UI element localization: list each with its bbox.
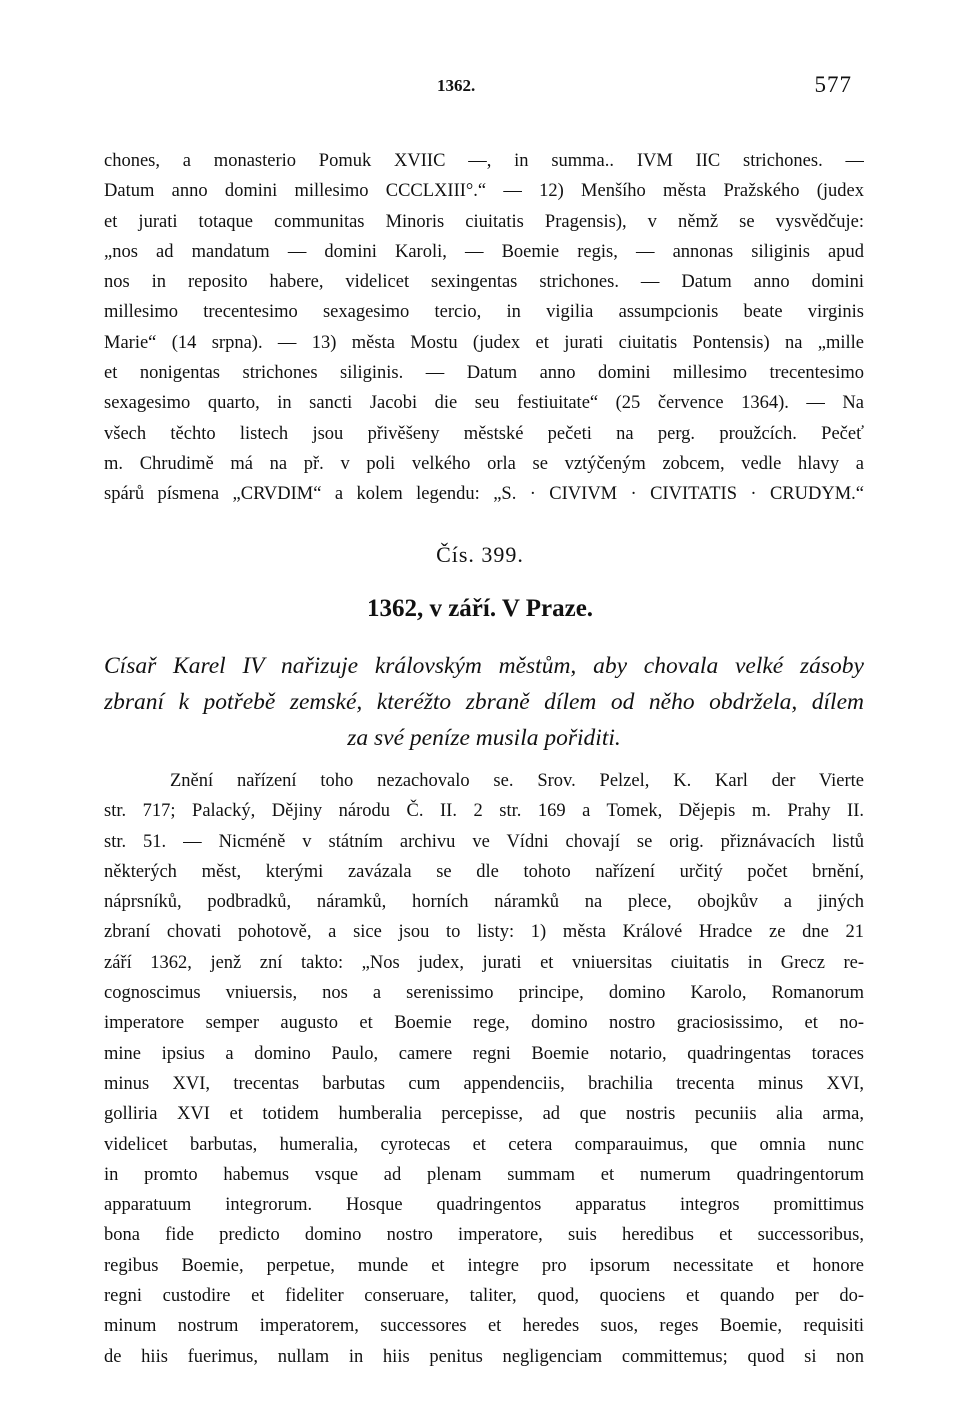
text-line: mine ipsius a domino Paulo, camere regni Boemie notario, quadringentas toraces [104, 1043, 864, 1064]
text-line: Marie“ (14 srpna). — 13) města Mostu (judex et jurati ciuitatis Pontensis) na „mille [104, 332, 864, 353]
regest-line: Císař Karel IV nařizuje královským městům, aby chovala velké zásoby [104, 653, 864, 679]
text-line: str. 51. — Nicméně v státním archivu ve Vídni chovají se orig. přiznávacích listů [104, 831, 864, 852]
text-line: „nos ad mandatum — domini Karoli, — Boemie regis, — annonas siliginis apud [104, 241, 864, 262]
page-number: 577 [814, 72, 852, 97]
text-line: m. Chrudimě má na př. v poli velkého orla se vztýčeným zobcem, vedle hlavy a [104, 453, 864, 474]
text-line: et nonigentas strichones siliginis. — Datum anno domini millesimo trecentesimo [104, 363, 864, 384]
text-line: str. 717; Palacký, Dějiny národu Č. II. 2 str. 169 a Tomek, Dějepis m. Prahy II. [104, 801, 864, 822]
text-line: minum nostrum imperatorem, successores et heredes suos, reges Boemie, requisiti [104, 1316, 864, 1337]
text-line: apparatuum integrorum. Hosque quadringentos apparatus integros promittimus [104, 1195, 864, 1216]
text-line: regni custodire et fideliter conseruare, taliter, quod, quociens et quando per do- [104, 1286, 864, 1307]
document-number: Čís. 399. [436, 542, 524, 567]
text-line: imperatore semper augusto et Boemie rege, domino nostro graciosissimo, et no- [104, 1013, 864, 1034]
document-regest [104, 648, 864, 756]
regest-line: zbraní k potřebě zemské, kteréžto zbraně dílem od něho obdržela, dílem [104, 689, 864, 715]
text-line: září 1362, jenž zní takto: „Nos judex, jurati et vniuersitas ciuitatis in Grecz re- [104, 952, 864, 973]
text-line: spárů písmena „CRVDIM“ a kolem legendu: „S. · CIVIVM · CIVITATIS · CRUDYM.“ [104, 484, 864, 505]
text-line: et jurati totaque communitas Minoris ciuitatis Pragensis), v němž se vysvědčuje: [104, 211, 864, 232]
text-line: bona fide predicto domino nostro imperatore, suis heredibus et successoribus, [104, 1225, 864, 1246]
text-line: de hiis fuerimus, nullam in hiis penitus negligenciam committemus; quod si non [104, 1346, 864, 1367]
text-line: cognoscimus vniuersis, nos a serenissimo principe, domino Karolo, Romanorum [104, 983, 864, 1004]
text-line: některých měst, kterými zavázala se dle tohoto nařízení určitý počet brnění, [104, 861, 864, 882]
text-line: golliria XVI et totidem humberalia percepisse, ad que nostris pecuniis alia arma, [104, 1104, 864, 1125]
document-date-place: 1362, v září. V Praze. [366, 595, 594, 622]
text-line: nos in reposito habere, videlicet sexingentas strichones. — Datum anno domini [104, 272, 864, 293]
text-line: millesimo trecentesimo sexagesimo tercio, in vigilia assumpcionis beate virginis [104, 302, 864, 323]
text-line: in promto habemus vsque ad plenam summam et numerum quadringentorum [104, 1164, 864, 1185]
page-header [0, 72, 960, 106]
body-text [104, 766, 864, 1372]
text-line: regibus Boemie, perpetue, munde et integre pro ipsorum necessitate et honore [104, 1255, 864, 1276]
footnote-continuation [104, 146, 864, 510]
text-line: zbraní chovati pohotově, a sice jsou to listy: 1) města Králové Hradce ze dne 21 [104, 922, 864, 943]
text-line: chones, a monasterio Pomuk XVIIC —, in summa.. IVM IIC strichones. — [104, 151, 864, 171]
text-line: všech těchto listech jsou přivěšeny městské pečeti na perg. proužcích. Pečeť [104, 423, 864, 444]
text-line: Znění nařízení toho nezachovalo se. Srov. Pelzel, K. Karl der Vierte [170, 771, 864, 791]
text-line: sexagesimo quarto, in sancti Jacobi die seu festiuitate“ (25 července 1364). — Na [104, 393, 864, 414]
text-line: videlicet barbutas, humeralia, cyrotecas et cetera comparauimus, que omnia nunc [104, 1134, 864, 1155]
text-line: náprsníků, podbradků, náramků, horních náramků na plece, obojkův a jiných [104, 892, 864, 913]
regest-line: za své peníze musila pořiditi. [347, 725, 621, 751]
text-line: minus XVI, trecentas barbutas cum appendenciis, brachilia trecenta minus XVI, [104, 1073, 864, 1094]
text-line: Datum anno domini millesimo CCCLXIII°.“ — 12) Menšího města Pražského (judex [104, 181, 864, 202]
running-head-year: 1362. [437, 76, 476, 95]
